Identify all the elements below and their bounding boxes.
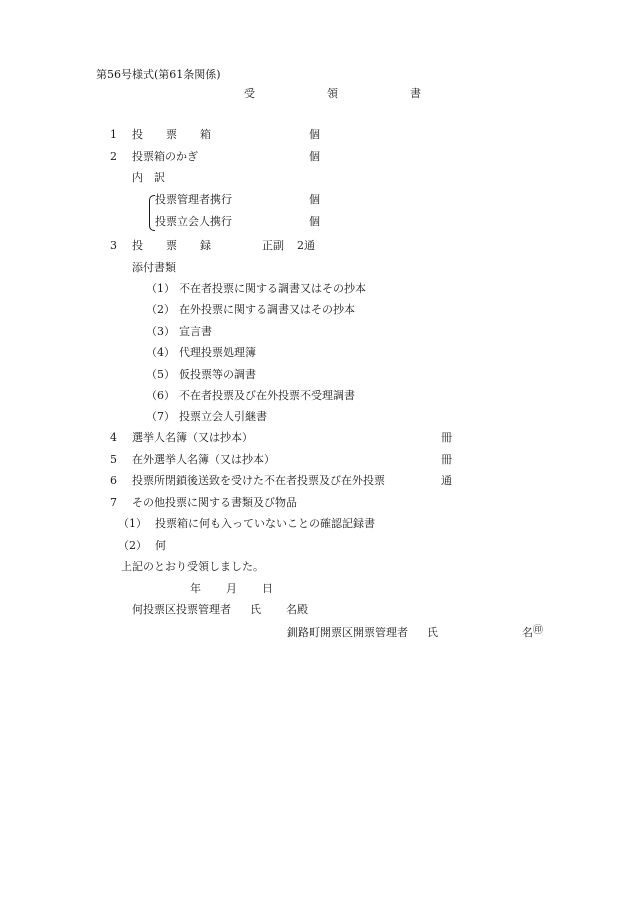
attachment-4-number: （4）	[146, 346, 175, 359]
addressee-label: 何投票区投票管理者	[132, 603, 231, 616]
title-char-2: 領	[327, 87, 338, 100]
item-1-char-3: 箱	[200, 128, 211, 141]
sub-item-2-unit: 個	[309, 215, 320, 228]
attachment-3-number: （3）	[146, 325, 175, 338]
item-3-char-3: 録	[200, 239, 211, 252]
sender-name-char-2: 名	[522, 626, 533, 639]
attachment-7-label: 投票立会人引継書	[179, 410, 267, 423]
sender-label: 釧路町開票区開票管理者	[287, 626, 408, 639]
item-1-number: 1	[110, 128, 117, 141]
seal-mark: ㊞	[533, 625, 543, 636]
sub-item-1-label: 投票管理者携行	[155, 193, 232, 206]
item-7-sub-1-label: 投票箱に何も入っていないことの確認記録書	[155, 517, 375, 530]
addressee-name-char-2: 名殿	[286, 603, 308, 616]
attachment-2-number: （2）	[146, 303, 175, 316]
item-4-unit: 冊	[441, 431, 452, 444]
item-7-number: 7	[110, 496, 117, 509]
sender-name-char-1: 氏	[427, 626, 438, 639]
attachment-4-label: 代理投票処理簿	[179, 346, 256, 359]
item-1-unit: 個	[309, 128, 320, 141]
item-3-number: 3	[110, 239, 117, 252]
breakdown-char-1: 内	[132, 171, 143, 184]
item-6-number: 6	[110, 474, 117, 487]
attachment-3-label: 宣言書	[179, 325, 212, 338]
item-2-label: 投票箱のかぎ	[132, 150, 198, 163]
item-6-label: 投票所閉鎖後送致を受けた不在者投票及び在外投票	[132, 474, 385, 487]
item-1-char-2: 票	[166, 128, 177, 141]
attachments-label: 添付書類	[132, 261, 176, 274]
item-4-label: 選挙人名簿（又は抄本）	[132, 431, 253, 444]
item-3-char-2: 票	[166, 239, 177, 252]
attachment-5-number: （5）	[146, 368, 175, 381]
attachment-5-label: 仮投票等の調書	[179, 368, 256, 381]
addressee-name-char-1: 氏	[250, 603, 261, 616]
attachment-1-label: 不在者投票に関する調書又はその抄本	[179, 282, 366, 295]
item-7-sub-2-number: （2）	[118, 539, 147, 552]
item-3-count: 2通	[297, 239, 315, 252]
item-3-copies: 正副	[262, 239, 284, 252]
item-5-unit: 冊	[441, 453, 452, 466]
date-day: 日	[262, 582, 273, 595]
title-char-3: 書	[410, 87, 421, 100]
title-char-1: 受	[244, 87, 255, 100]
form-number: 第56号様式(第61条関係)	[96, 68, 221, 81]
attachment-6-number: （6）	[146, 389, 175, 402]
date-month: 月	[226, 582, 237, 595]
item-3-char-1: 投	[132, 239, 143, 252]
item-2-unit: 個	[309, 150, 320, 163]
attachment-6-label: 不在者投票及び在外投票不受理調書	[179, 389, 355, 402]
item-5-number: 5	[110, 453, 117, 466]
attachment-2-label: 在外投票に関する調書又はその抄本	[179, 303, 355, 316]
item-1-char-1: 投	[132, 128, 143, 141]
item-7-label: その他投票に関する書類及び物品	[132, 496, 297, 509]
item-7-sub-2-label: 何	[155, 539, 166, 552]
receipt-statement: 上記のとおり受領しました。	[121, 560, 264, 573]
item-5-label: 在外選挙人名簿（又は抄本）	[132, 453, 275, 466]
attachment-1-number: （1）	[146, 282, 175, 295]
sub-item-2-label: 投票立会人携行	[155, 215, 232, 228]
item-6-unit: 通	[441, 474, 452, 487]
breakdown-char-2: 訳	[154, 171, 165, 184]
date-year: 年	[190, 582, 201, 595]
item-4-number: 4	[110, 431, 117, 444]
item-2-number: 2	[110, 150, 117, 163]
sub-item-1-unit: 個	[309, 193, 320, 206]
attachment-7-number: （7）	[146, 410, 175, 423]
item-7-sub-1-number: （1）	[118, 517, 147, 530]
